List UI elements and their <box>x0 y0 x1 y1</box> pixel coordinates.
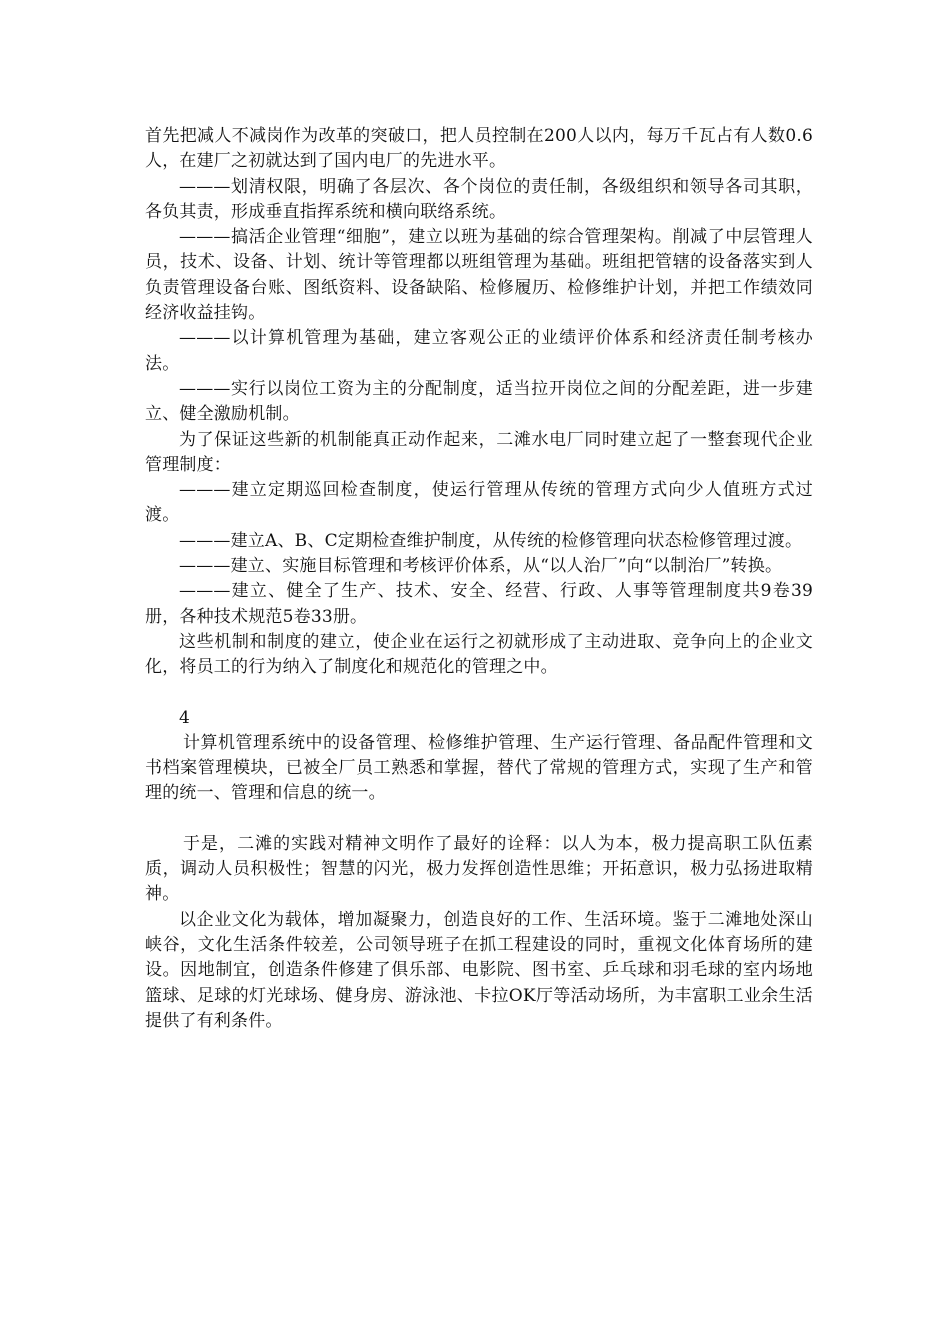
paragraph-3: ———搞活企业管理“细胞”，建立以班为基础的综合管理架构。削减了中层管理人员，技术、设备、计划、统计等管理都以班组管理为基础。班组把管辖的设备落实到人负责管理设备台账、图纸资料、设备缺陷、检修履历、检修维护计划，并把工作绩效同经济收益挂钩。 <box>145 227 813 324</box>
paragraph-10: ———建立、健全了生产、技术、安全、经营、行政、人事等管理制度共9卷39册，各种技术规范5卷33册。 <box>145 581 813 627</box>
paragraph-2: ———划清权限，明确了各层次、各个岗位的责任制，各级组织和领导各司其职，各负其责，形成垂直指挥系统和横向联络系统。 <box>145 176 813 222</box>
paragraph-5: ———实行以岗位工资为主的分配制度，适当拉开岗位之间的分配差距，进一步建立、健全激励机制。 <box>145 378 813 425</box>
paragraph-9: ———建立、实施目标管理和考核评价体系，从“以人治厂”向“以制治厂”转换。 <box>179 556 783 577</box>
paragraph-13: 于是，二滩的实践对精神文明作了最好的诠释：以人为本，极力提高职工队伍素质，调动人员积极性；智慧的闪光，极力发挥创造性思维；开拓意识，极力弘扬进取精神。 <box>145 833 813 905</box>
paragraph-4: ———以计算机管理为基础，建立客观公正的业绩评价体系和经济责任制考核办法。 <box>145 328 813 374</box>
paragraph-6: 为了保证这些新的机制能真正动作起来，二滩水电厂同时建立起了一整套现代企业管理制度： <box>145 429 813 475</box>
section-number: 4 <box>179 707 191 728</box>
paragraph-7: ———建立定期巡回检查制度，使运行管理从传统的管理方式向少人值班方式过渡。 <box>145 480 813 526</box>
paragraph-1: 首先把减人不减岗作为改革的突破口，把人员控制在200人以内，每万千瓦占有人数0.6人，在建厂之初就达到了国内电厂的先进水平。 <box>145 126 813 172</box>
spacer <box>145 681 813 706</box>
paragraph-14: 以企业文化为载体，增加凝聚力，创造良好的工作、生活环境。鉴于二滩地处深山峡谷，文化生活条件较差，公司领导班子在抓工程建设的同时，重视文化体育场所的建设。因地制宜，创造条件修建了俱乐部、电影院、图书室、乒乓球和羽毛球的室内场地篮球、足球的灯光球场、健身房、游泳池、卡拉OK厅等活动场所，为丰富职工业余生活提供了有利条件。 <box>145 909 813 1031</box>
paragraph-12: 计算机管理系统中的设备管理、检修维护管理、生产运行管理、备品配件管理和文书档案管理模块，已被全厂员工熟悉和掌握，替代了常规的管理方式，实现了生产和管理的统一、管理和信息的统一。 <box>145 732 813 804</box>
document-body <box>145 124 813 1034</box>
paragraph-11: 这些机制和制度的建立，使企业在运行之初就形成了主动进取、竞争向上的企业文化，将员工的行为纳入了制度化和规范化的管理之中。 <box>145 631 813 678</box>
paragraph-8: ———建立A、B、C定期检查维护制度，从传统的检修管理向状态检修管理过渡。 <box>179 530 803 551</box>
spacer <box>145 807 813 832</box>
